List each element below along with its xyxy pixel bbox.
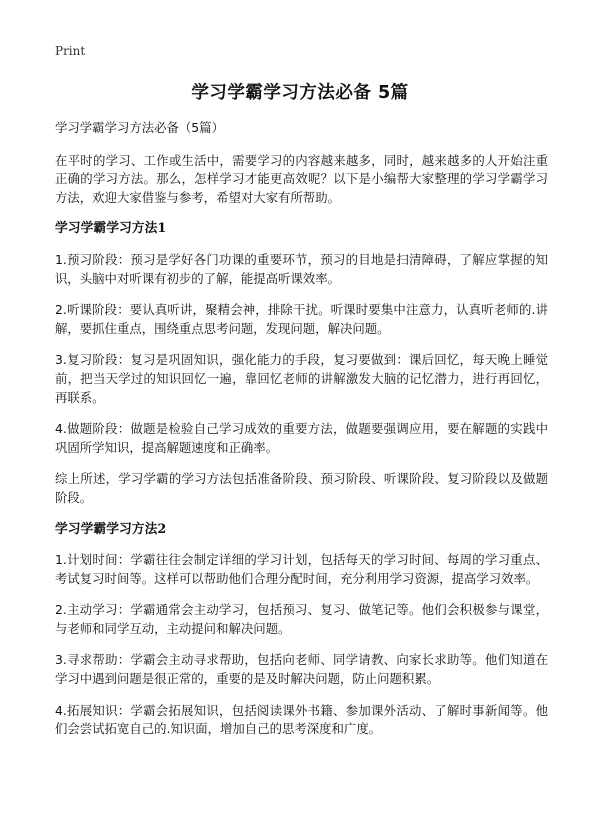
section-1-paragraph-4: 4.做题阶段：做题是检验自己学习成效的重要方法，做题要强调应用，要在解题的实践中巩固所学知识，提高解题速度和正确率。 — [55, 421, 548, 455]
section-heading-number: 2 — [157, 521, 167, 537]
section-1-paragraph-1: 1.预习阶段：预习是学好各门功课的重要环节，预习的目地是扫清障碍，了解应掌握的知识，头脑中对听课有初步的了解，能提高听课效率。 — [55, 251, 548, 286]
section-heading-text: 学习学霸学习方法 — [55, 521, 158, 537]
section-1-paragraph-2: 2.听课阶段：要认真听讲，聚精会神，排除干扰。听课时要集中注意力，认真听老师的.讲解，要抓住重点，围绕重点思考问题，发现问题，解决问题。 — [55, 302, 548, 336]
section-2-paragraph-1: 1.计划时间：学霸往往会制定详细的学习计划，包括每天的学习时间、每周的学习重点、考试复习时间等。这样可以帮助他们合理分配时间，充分利用学习资源，提高学习效率。 — [55, 552, 548, 586]
section-heading-2 — [55, 521, 548, 540]
section-1-paragraph-3: 3.复习阶段：复习是巩固知识，强化能力的手段，复习要做到：课后回忆，每天晚上睡觉前，把当天学过的知识回忆一遍，靠回忆老师的讲解激发大脑的记忆潜力，进行再回忆，再联系。 — [55, 352, 548, 405]
section-heading-text: 学习学霸学习方法 — [55, 221, 158, 237]
section-2-paragraph-4: 4.拓展知识：学霸会拓展知识，包括阅读课外书籍、参加课外活动、了解时事新闻等。他们会尝试拓宽自己的.知识面，增加自己的思考深度和广度。 — [55, 702, 548, 737]
print-label: Print — [55, 44, 86, 58]
page-title: 学习学霸学习方法必备 5篇 — [191, 83, 409, 103]
document-subtitle: 学习学霸学习方法必备（5篇） — [55, 120, 224, 135]
document-body — [55, 119, 548, 752]
section-heading-number: 1 — [157, 221, 167, 237]
intro-paragraph: 在平时的学习、工作或生活中，需要学习的内容越来越多，同时，越来越多的人开始注重正确的学习方法。那么，怎样学习才能更高效呢？以下是小编帮大家整理的学习学霸学习方法，欢迎大家借鉴与参考，希望对大家有所帮助。 — [55, 152, 548, 205]
section-heading-1 — [55, 220, 548, 239]
section-1-summary: 综上所述，学习学霸的学习方法包括准备阶段、预习阶段、听课阶段、复习阶段以及做题阶段。 — [55, 471, 548, 505]
section-2-paragraph-2: 2.主动学习：学霸通常会主动学习，包括预习、复习、做笔记等。他们会积极参与课堂，与老师和同学互动，主动提问和解决问题。 — [55, 602, 548, 636]
section-2-paragraph-3: 3.寻求帮助：学霸会主动寻求帮助，包括向老师、同学请教、向家长求助等。他们知道在学习中遇到问题是很正常的，重要的是及时解决问题，防止问题积累。 — [55, 652, 548, 687]
